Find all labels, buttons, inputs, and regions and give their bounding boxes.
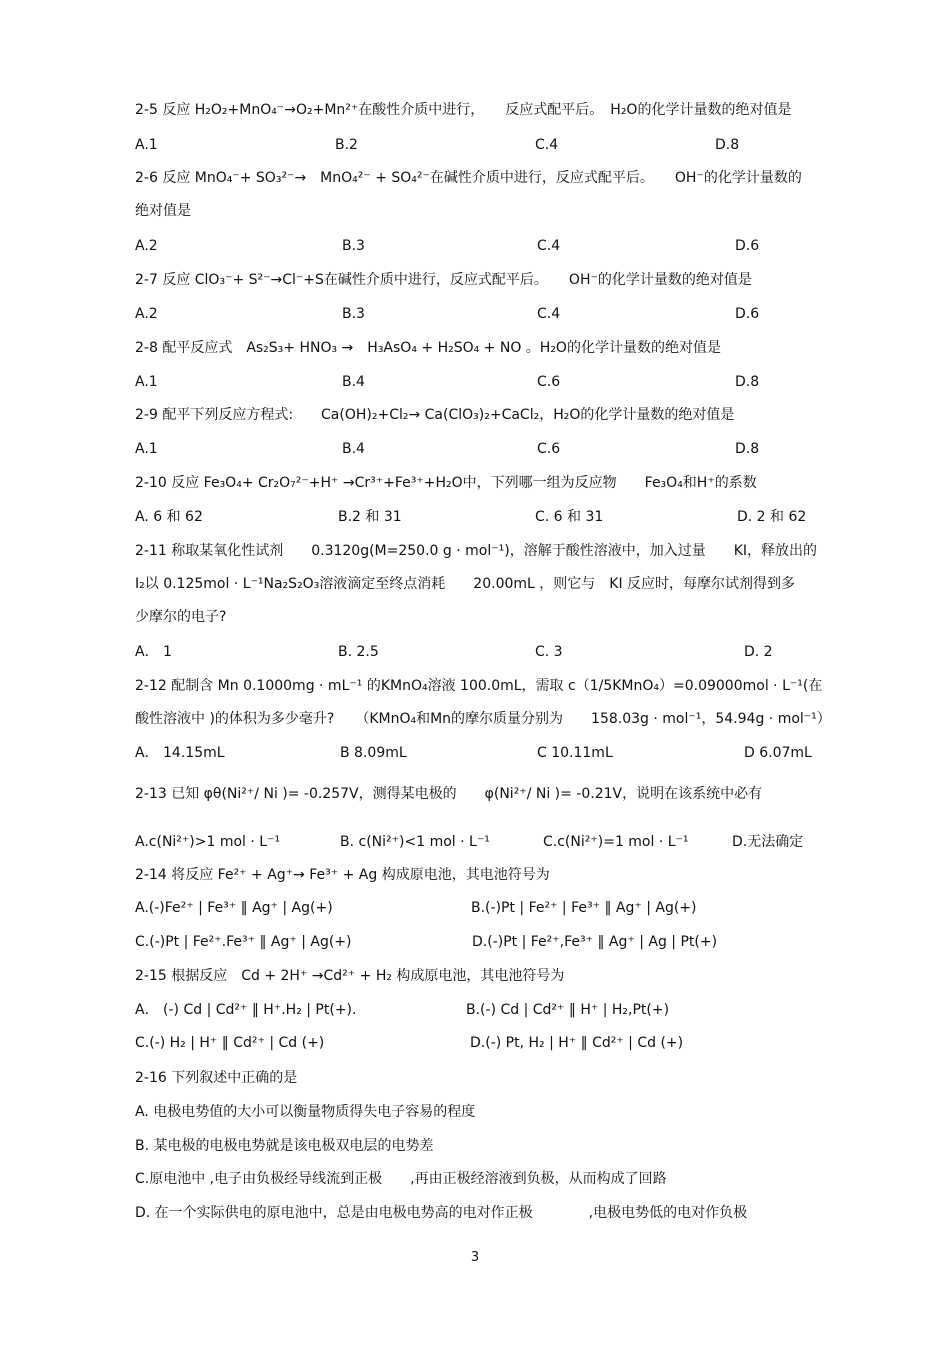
option-c: C.4: [537, 306, 561, 322]
option-c: C.4: [537, 238, 561, 254]
option-d: D.无法确定: [732, 834, 804, 850]
question-2-13-stem: 2-13 已知 φθ(Ni²⁺/ Ni )= -0.257V，测得某电极的 φ(Ni²⁺/ Ni )= -0.21V，说明在该系统中必有: [135, 786, 763, 802]
option-b: B.(-) Cd | Cd²⁺ ‖ H⁺ | H₂,Pt(+): [466, 1002, 670, 1018]
option-b: B.(-)Pt | Fe²⁺ | Fe³⁺ ‖ Ag⁺ | Ag(+): [471, 900, 697, 916]
option-d: D 6.07mL: [744, 745, 812, 761]
option-c: C.c(Ni²⁺)=1 mol · L⁻¹: [543, 834, 689, 850]
option-d: D.8: [715, 137, 740, 153]
option-c: C 10.11mL: [537, 745, 613, 761]
question-2-10-stem: 2-10 反应 Fe₃O₄+ Cr₂O₇²⁻+H⁺ →Cr³⁺+Fe³⁺+H₂O中，下列哪一组为反应物 Fe₃O₄和H⁺的系数: [135, 475, 757, 491]
question-2-7-stem: 2-7 反应 ClO₃⁻+ S²⁻→Cl⁻+S在碱性介质中进行，反应式配平后。 OH⁻的化学计量数的绝对值是: [135, 272, 752, 288]
option-a: A.2: [135, 238, 158, 254]
option-b: B.3: [342, 306, 365, 322]
option-c: C.原电池中 ,电子由负极经导线流到正极 ,再由正极经溶液到负极，从而构成了回路: [135, 1171, 667, 1187]
option-c: C.4: [535, 137, 559, 153]
question-2-16-stem: 2-16 下列叙述中正确的是: [135, 1070, 298, 1086]
option-c: C.(-)Pt | Fe²⁺.Fe³⁺ ‖ Ag⁺ | Ag(+): [135, 934, 352, 950]
option-d: D.(-)Pt | Fe²⁺,Fe³⁺ ‖ Ag⁺ | Ag | Pt(+): [472, 934, 718, 950]
option-b: B.4: [342, 374, 365, 390]
option-c: C.6: [537, 441, 561, 457]
option-c: C. 3: [535, 644, 563, 660]
option-c: C.6: [537, 374, 561, 390]
question-2-12-stem-cont: 酸性溶液中 )的体积为多少毫升? （KMnO₄和Mn的摩尔质量分别为 158.03g · mol⁻¹，54.94g · mol⁻¹）: [135, 711, 831, 727]
option-a: A.c(Ni²⁺)>1 mol · L⁻¹: [135, 834, 281, 850]
option-b: B 8.09mL: [340, 745, 407, 761]
question-2-14-stem: 2-14 将反应 Fe²⁺ + Ag⁺→ Fe³⁺ + Ag 构成原电池，其电池符号为: [135, 867, 550, 883]
option-d: D.6: [735, 306, 760, 322]
option-d: D.8: [735, 374, 760, 390]
question-2-8-stem: 2-8 配平反应式 As₂S₃+ HNO₃ → H₃AsO₄ + H₂SO₄ + NO 。H₂O的化学计量数的绝对值是: [135, 340, 721, 356]
option-a: A． 1: [135, 644, 172, 660]
option-a: A.2: [135, 306, 158, 322]
option-a: A.1: [135, 137, 158, 153]
question-2-11-stem: 2-11 称取某氧化性试剂 0.3120g(M=250.0 g · mol⁻¹)，溶解于酸性溶液中，加入过量 KI，释放出的: [135, 543, 817, 559]
option-b: B. 2.5: [338, 644, 379, 660]
option-b: B.2: [335, 137, 358, 153]
option-a: A． (-) Cd | Cd²⁺ ‖ H⁺.H₂ | Pt(+).: [135, 1002, 357, 1018]
option-b: B.2 和 31: [338, 509, 402, 525]
option-d: D.6: [735, 238, 760, 254]
option-b: B. c(Ni²⁺)<1 mol · L⁻¹: [340, 834, 490, 850]
option-b: B.3: [342, 238, 365, 254]
option-a: A.1: [135, 441, 158, 457]
option-c: C.(-) H₂ | H⁺ ‖ Cd²⁺ | Cd (+): [135, 1035, 325, 1051]
option-b: B. 某电极的电极电势就是该电极双电层的电势差: [135, 1138, 434, 1154]
option-a: A.(-)Fe²⁺ | Fe³⁺ ‖ Ag⁺ | Ag(+): [135, 900, 333, 916]
option-d: D. 2: [744, 644, 773, 660]
option-d: D. 2 和 62: [737, 509, 807, 525]
option-a: A． 14.15mL: [135, 745, 225, 761]
option-a: A. 电极电势值的大小可以衡量物质得失电子容易的程度: [135, 1104, 476, 1120]
question-2-11-stem-cont2: 少摩尔的电子?: [135, 609, 227, 625]
question-2-11-stem-cont: I₂以 0.125mol · L⁻¹Na₂S₂O₃溶液滴定至终点消耗 20.00mL ，则它与 KI 反应时，每摩尔试剂得到多: [135, 576, 796, 592]
option-d: D.(-) Pt, H₂ | H⁺ ‖ Cd²⁺ | Cd (+): [470, 1035, 684, 1051]
option-d: D.8: [735, 441, 760, 457]
question-2-9-stem: 2-9 配平下列反应方程式: Ca(OH)₂+Cl₂→ Ca(ClO₃)₂+CaCl₂，H₂O的化学计量数的绝对值是: [135, 407, 735, 423]
question-2-15-stem: 2-15 根据反应 Cd + 2H⁺ →Cd²⁺ + H₂ 构成原电池，其电池符号为: [135, 968, 565, 984]
option-c: C. 6 和 31: [535, 509, 604, 525]
option-a: A. 6 和 62: [135, 509, 203, 525]
question-2-5-stem: 2-5 反应 H₂O₂+MnO₄⁻→O₂+Mn²⁺在酸性介质中进行， 反应式配平后。 H₂O的化学计量数的绝对值是: [135, 102, 792, 118]
option-a: A.1: [135, 374, 158, 390]
option-b: B.4: [342, 441, 365, 457]
page-number: 3: [470, 1250, 480, 1265]
option-d: D. 在一个实际供电的原电池中，总是由电极电势高的电对作正极 ,电极电势低的电对作负极: [135, 1205, 748, 1221]
question-2-6-stem: 2-6 反应 MnO₄⁻+ SO₃²⁻→ MnO₄²⁻ + SO₄²⁻在碱性介质中进行，反应式配平后。 OH⁻的化学计量数的: [135, 170, 802, 186]
question-2-12-stem: 2-12 配制含 Mn 0.1000mg · mL⁻¹ 的KMnO₄溶液 100.0mL，需取 c（1/5KMnO₄）=0.09000mol · L⁻¹(在: [135, 678, 823, 694]
question-2-6-stem-cont: 绝对值是: [135, 203, 191, 219]
